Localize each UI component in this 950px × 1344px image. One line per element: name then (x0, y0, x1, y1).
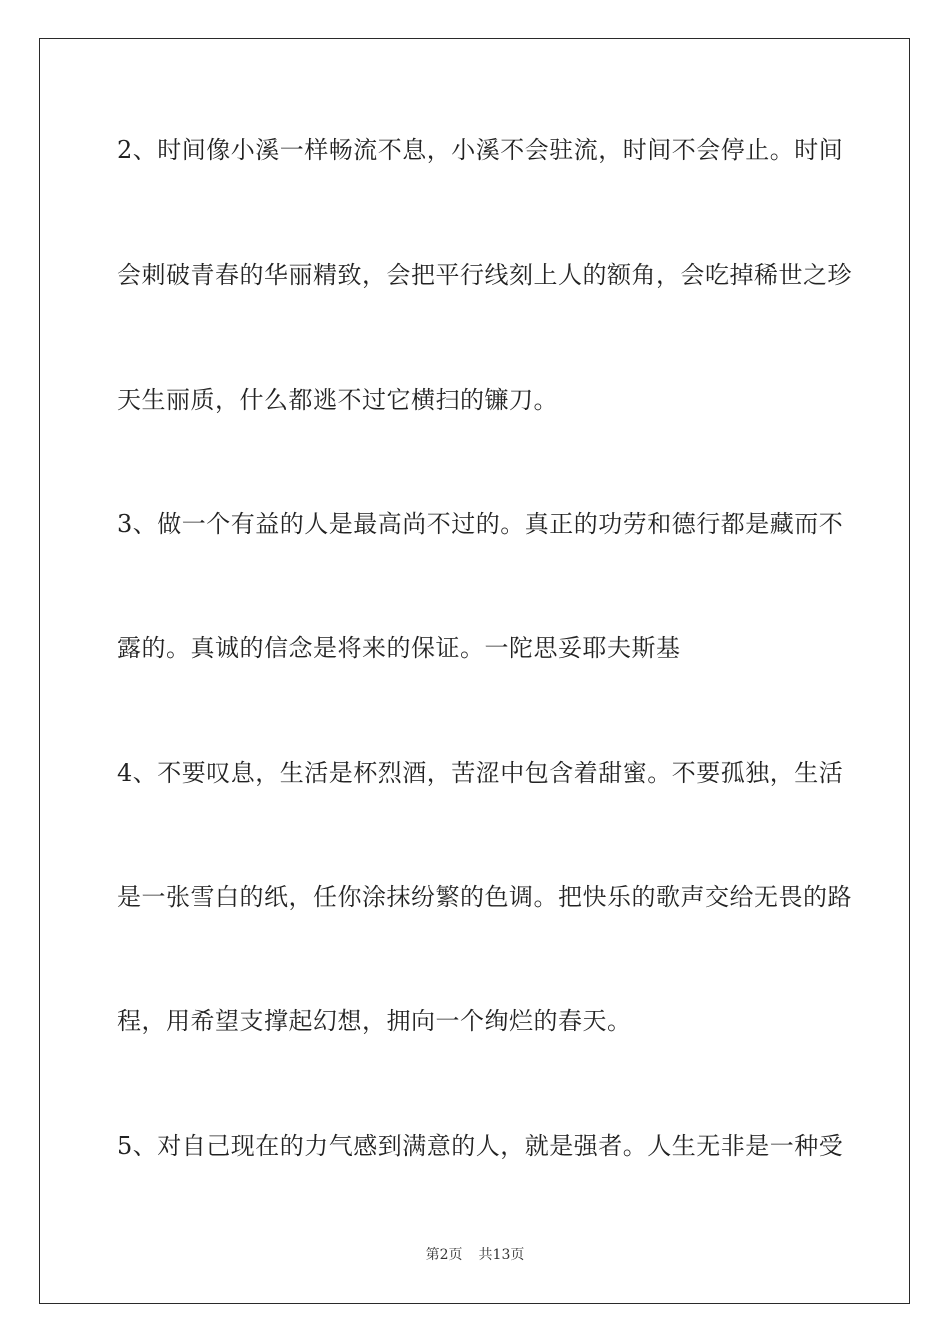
text-line-3: 天生丽质，什么都逃不过它横扫的镰刀。 (117, 386, 558, 414)
page-border (39, 38, 910, 1304)
text-line-7: 是一张雪白的纸，任你涂抹纷繁的色调。把快乐的歌声交给无畏的路 (117, 883, 852, 911)
text-line-9: 5、对自己现在的力气感到满意的人，就是强者。人生无非是一种受 (117, 1132, 844, 1160)
page-number: 第2页 (425, 1247, 463, 1263)
text-line-4: 3、做一个有益的人是最高尚不过的。真正的功劳和德行都是藏而不 (117, 510, 844, 538)
page-footer (0, 1245, 950, 1265)
text-line-8: 程，用希望支撑起幻想，拥向一个绚烂的春天。 (117, 1007, 632, 1035)
text-line-6: 4、不要叹息，生活是杯烈酒，苦涩中包含着甜蜜。不要孤独，生活 (117, 759, 844, 787)
text-line-1: 2、时间像小溪一样畅流不息，小溪不会驻流，时间不会停止。时间 (117, 136, 844, 164)
page-total: 共13页 (478, 1247, 525, 1263)
text-line-2: 会刺破青春的华丽精致，会把平行线刻上人的额角，会吃掉稀世之珍 (117, 261, 852, 289)
text-line-5: 露的。真诚的信念是将来的保证。一陀思妥耶夫斯基 (117, 634, 681, 662)
